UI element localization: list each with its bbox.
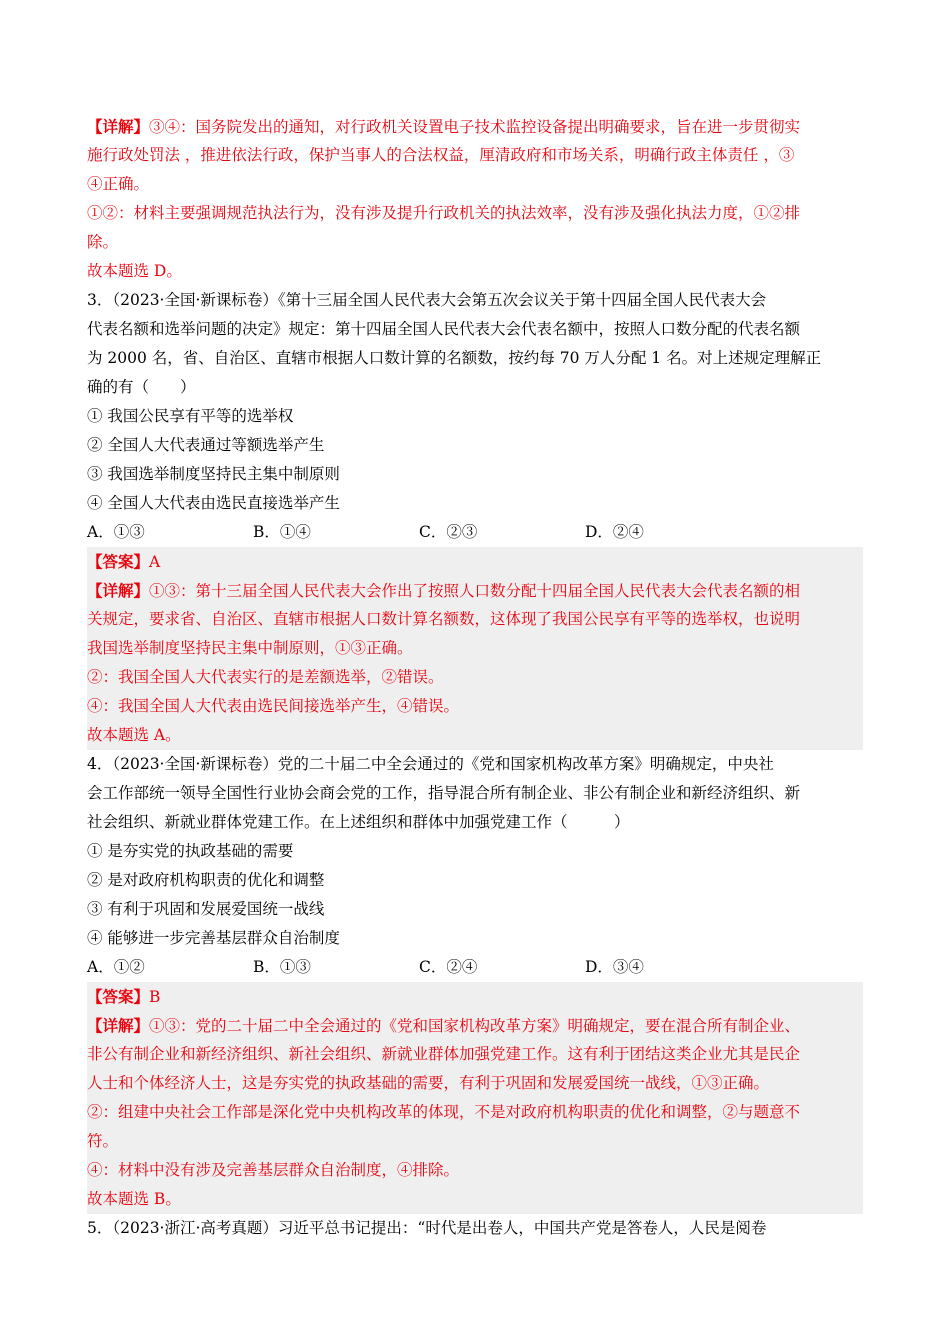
detail-line: ④：我国全国人大代表由选民间接选举产生，④错误。 [87, 697, 460, 715]
answer-block [87, 982, 863, 1214]
detail-line: ④：材料中没有涉及完善基层群众自治制度，④排除。 [87, 1161, 460, 1179]
conclusion-line: 故本题选 D。 [87, 262, 182, 280]
question-stem-line: 代表名额和选举问题的决定》规定：第十四届全国人民代表大会代表名额中，按照人口数分配的代表名额 [87, 320, 801, 338]
question-stem-line: 会工作部统一领导全国性行业协会商会党的工作，指导混合所有制企业、非公有制企业和新经济组织、新 [87, 784, 801, 802]
statement-item: ③ 有利于巩固和发展爱国统一战线 [87, 900, 325, 918]
q2-explanation [87, 112, 863, 286]
statement-item: ① 是夯实党的执政基础的需要 [87, 842, 294, 860]
detail-line: 关规定，要求省、自治区、直辖市根据人口数计算名额数，这体现了我国公民享有平等的选举权，也说明 [87, 610, 801, 628]
question-stem-line: 3．（2023·全国·新课标卷）《第十三届全国人民代表大会第五次会议关于第十四届全国人民代表大会 [87, 291, 767, 309]
statement-item: ④ 全国人大代表由选民直接选举产生 [87, 494, 340, 512]
detail-line: 非公有制企业和新经济组织、新社会组织、新就业群体加强党建工作。这有利于团结这类企业尤其是民企 [87, 1045, 801, 1063]
question-stem-line: 为 2000 名，省、自治区、直辖市根据人口数计算的名额数，按约每 70 万人分配 1 名。对上述规定理解正 [87, 349, 822, 367]
detail-line: ②：组建中央社会工作部是深化党中央机构改革的体现，不是对政府机构职责的优化和调整，②与题意不 [87, 1103, 801, 1121]
option-d: D．③④ [585, 958, 644, 976]
statement-item: ④ 能够进一步完善基层群众自治制度 [87, 929, 340, 947]
answer-label: 【答案】 [87, 987, 150, 1006]
option-c: C．②③ [419, 523, 478, 541]
answer-label: 【答案】 [87, 552, 150, 571]
options-row [87, 953, 863, 982]
answer-line [87, 982, 863, 1011]
detail-line: ④正确。 [87, 175, 150, 193]
question-3 [87, 286, 863, 750]
option-b: B．①③ [253, 958, 311, 976]
detail-line: 符。 [87, 1132, 119, 1150]
detail-line: 【详解】③④：国务院发出的通知，对行政机关设置电子技术监控设备提出明确要求，旨在进一步贯彻实 [87, 117, 801, 136]
statement-item: ① 我国公民享有平等的选举权 [87, 407, 294, 425]
question-stem-line: 社会组织、新就业群体党建工作。在上述组织和群体中加强党建工作（ ） [87, 813, 630, 831]
question-stem-line: 4．（2023·全国·新课标卷）党的二十届二中全会通过的《党和国家机构改革方案》明确规定，中央社 [87, 755, 774, 773]
option-d: D．②④ [585, 523, 644, 541]
detail-label: 【详解】 [87, 117, 150, 136]
statement-item: ② 是对政府机构职责的优化和调整 [87, 871, 325, 889]
option-a: A．①③ [87, 523, 145, 541]
option-a: A．①② [87, 958, 145, 976]
option-c: C．②④ [419, 958, 478, 976]
detail-line: 【详解】①③：党的二十届二中全会通过的《党和国家机构改革方案》明确规定，要在混合所有制企业、 [87, 1016, 801, 1035]
answer-value: B [149, 988, 161, 1006]
question-4 [87, 750, 863, 1214]
detail-line: 【详解】①③：第十三届全国人民代表大会作出了按照人口数分配十四届全国人民代表大会代表名额的相 [87, 581, 801, 600]
detail-line: 除。 [87, 233, 119, 251]
conclusion-line: 故本题选 A。 [87, 726, 181, 744]
detail-line: ②：我国全国人大代表实行的是差额选举，②错误。 [87, 668, 444, 686]
detail-line: 我国选举制度坚持民主集中制原则，①③正确。 [87, 639, 413, 657]
answer-block [87, 547, 863, 750]
question-5 [87, 1214, 863, 1243]
question-stem-line: 5．（2023·浙江·高考真题）习近平总书记提出：“时代是出卷人，中国共产党是答卷人，人民是阅卷 [87, 1219, 767, 1237]
statement-item: ② 全国人大代表通过等额选举产生 [87, 436, 325, 454]
detail-line: 施行政处罚法 ，推进依法行政，保护当事人的合法权益，厘清政府和市场关系，明确行政主体责任 ，③ [87, 146, 795, 164]
conclusion-line: 故本题选 B。 [87, 1190, 181, 1208]
detail-line: 人士和个体经济人士，这是夯实党的执政基础的需要，有利于巩固和发展爱国统一战线，①③正确。 [87, 1074, 770, 1092]
detail-label: 【详解】 [87, 1016, 150, 1035]
question-stem-line: 确的有（ ） [87, 378, 196, 396]
answer-value: A [149, 553, 161, 571]
answer-line [87, 547, 863, 576]
detail-line: ①②：材料主要强调规范执法行为，没有涉及提升行政机关的执法效率，没有涉及强化执法力度，①②排 [87, 204, 801, 222]
options-row [87, 518, 863, 547]
option-b: B．①④ [253, 523, 311, 541]
statement-item: ③ 我国选举制度坚持民主集中制原则 [87, 465, 340, 483]
document-page [87, 112, 863, 1243]
detail-label: 【详解】 [87, 581, 150, 600]
